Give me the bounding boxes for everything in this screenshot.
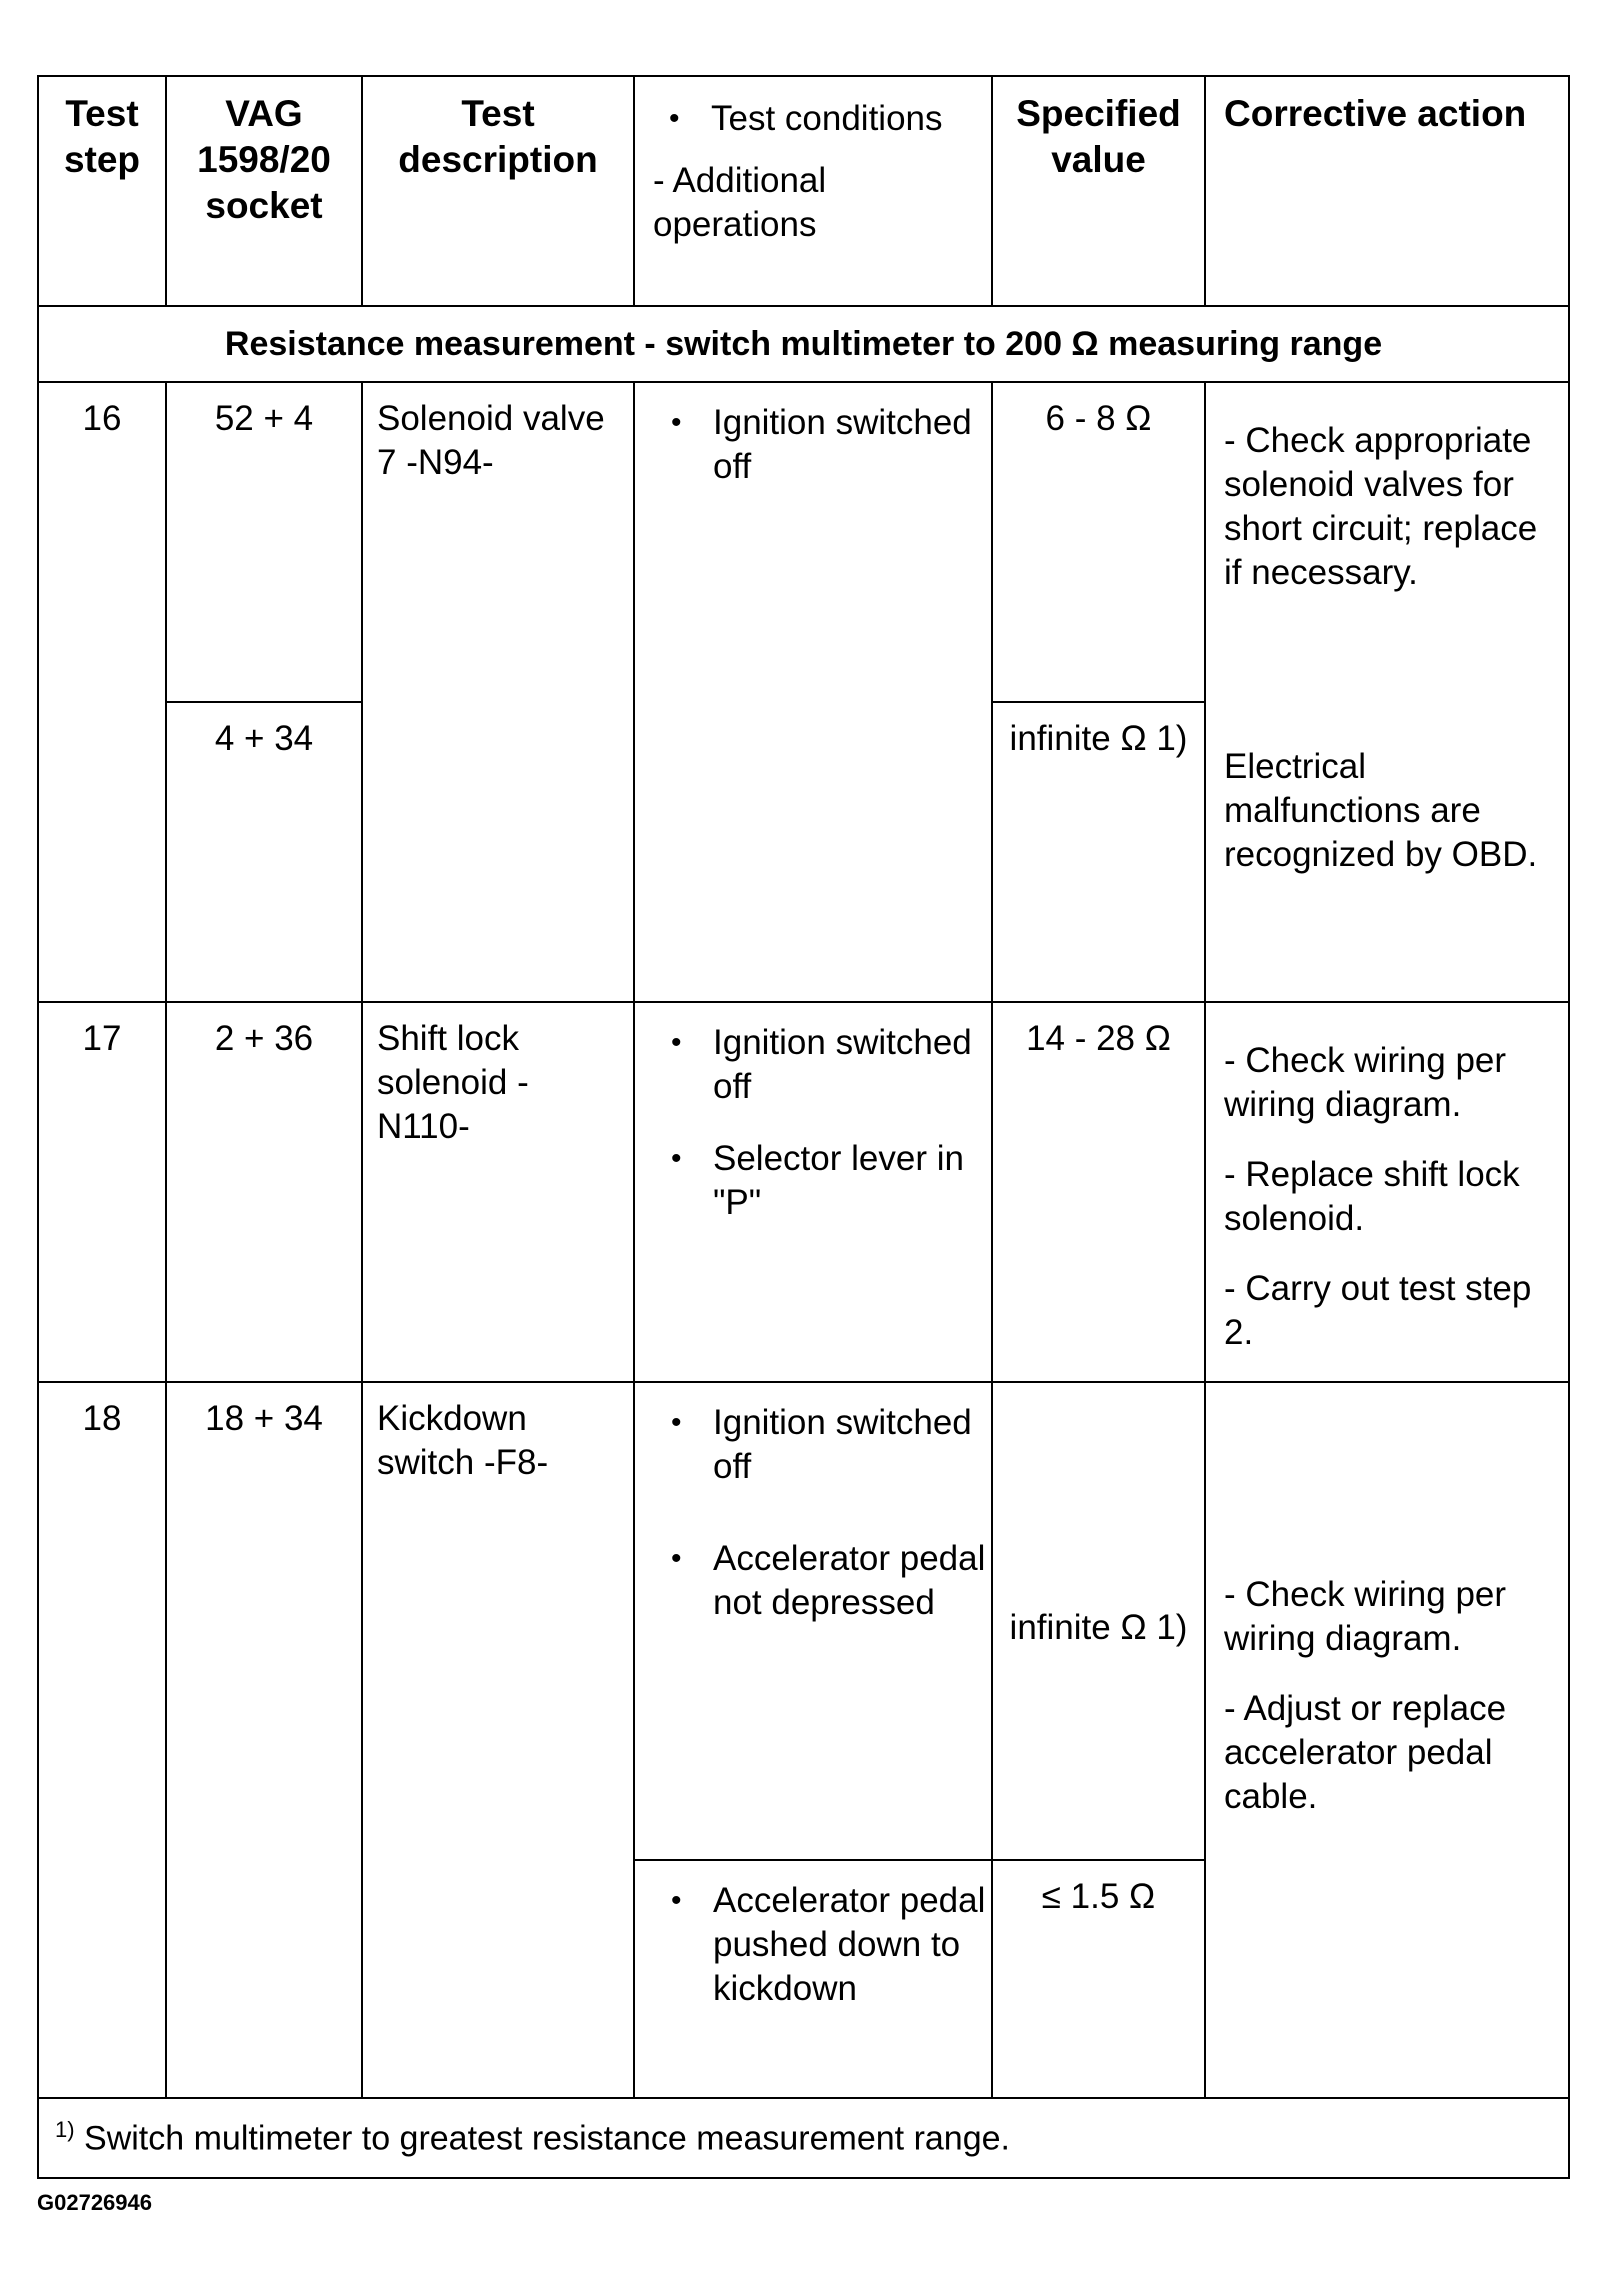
header-conditions-additional: - Additional operations [653,161,827,244]
socket-cell: 4 + 34 [166,702,362,1002]
table-row [38,1382,1569,1860]
action-cell [1205,1382,1569,2098]
socket-cell: 52 + 4 [166,382,362,702]
header-test-step: Test step [38,76,166,306]
action-text: - Check wiring per wiring diagram. [1224,1041,1507,1124]
action-text: - Carry out test step 2. [1224,1269,1532,1352]
conditions-cell [634,382,992,1002]
bullet-icon: • [671,1026,682,1059]
table-row [38,382,1569,702]
condition-text: Accelerator pedal pushed down to kickdown [713,1881,986,2008]
band-title: Resistance measurement - switch multimeter to 200 Ω measuring range [38,306,1569,382]
condition-text: Selector lever in "P" [713,1139,964,1222]
bullet-icon: • [671,1884,682,1917]
conditions-cell [634,1382,992,1860]
band-row [38,306,1569,382]
value-cell: infinite Ω 1) [992,1382,1205,1860]
action-text: - Replace shift lock solenoid. [1224,1155,1520,1238]
header-conditions-bullet: Test conditions [711,99,943,138]
conditions-cell [634,1002,992,1382]
footnote-mark: 1) [55,2117,75,2143]
action-text: - Adjust or replace accelerator pedal cable. [1224,1689,1507,1816]
header-conditions [634,76,992,306]
footnote-row [38,2098,1569,2178]
description-cell: Kickdown switch -F8- [362,1382,634,2098]
condition-text: Ignition switched off [713,1403,972,1486]
bullet-icon: • [669,102,680,135]
condition-text: Ignition switched off [713,1023,972,1106]
header-corrective: Corrective action [1205,76,1569,306]
bullet-icon: • [671,1542,682,1575]
socket-cell: 2 + 36 [166,1002,362,1382]
socket-cell: 18 + 34 [166,1382,362,2098]
image-code: G02726946 [37,2190,152,2215]
action-cell [1205,1002,1569,1382]
description-cell: Shift lock solenoid - N110- [362,1002,634,1382]
step-number: 18 [38,1382,166,2098]
value-cell: ≤ 1.5 Ω [992,1860,1205,2098]
header-row [38,76,1569,306]
conditions-cell [634,1860,992,2098]
condition-text: Accelerator pedal not depressed [713,1539,986,1622]
value-cell: infinite Ω 1) [992,702,1205,1002]
value-cell: 6 - 8 Ω [992,382,1205,702]
bullet-icon: • [671,406,682,439]
action-text: - Check appropriate solenoid valves for short circuit; replace if necessary. [1224,421,1538,592]
step-number: 17 [38,1002,166,1382]
test-table [37,75,1570,2179]
header-socket: VAG 1598/20 socket [166,76,362,306]
value-cell: 14 - 28 Ω [992,1002,1205,1382]
header-specified: Specified value [992,76,1205,306]
description-cell: Solenoid valve 7 -N94- [362,382,634,1002]
footnote-text: Switch multimeter to greatest resistance measurement range. [84,2119,1010,2158]
bullet-icon: • [671,1406,682,1439]
header-description: Test description [362,76,634,306]
action-text: Electrical malfunctions are recognized by OBD. [1224,747,1538,874]
action-text: - Check wiring per wiring diagram. [1224,1575,1507,1658]
step-number: 16 [38,382,166,1002]
action-cell [1205,382,1569,1002]
table-row [38,1002,1569,1382]
footnote [38,2098,1569,2178]
condition-text: Ignition switched off [713,403,972,486]
bullet-icon: • [671,1142,682,1175]
